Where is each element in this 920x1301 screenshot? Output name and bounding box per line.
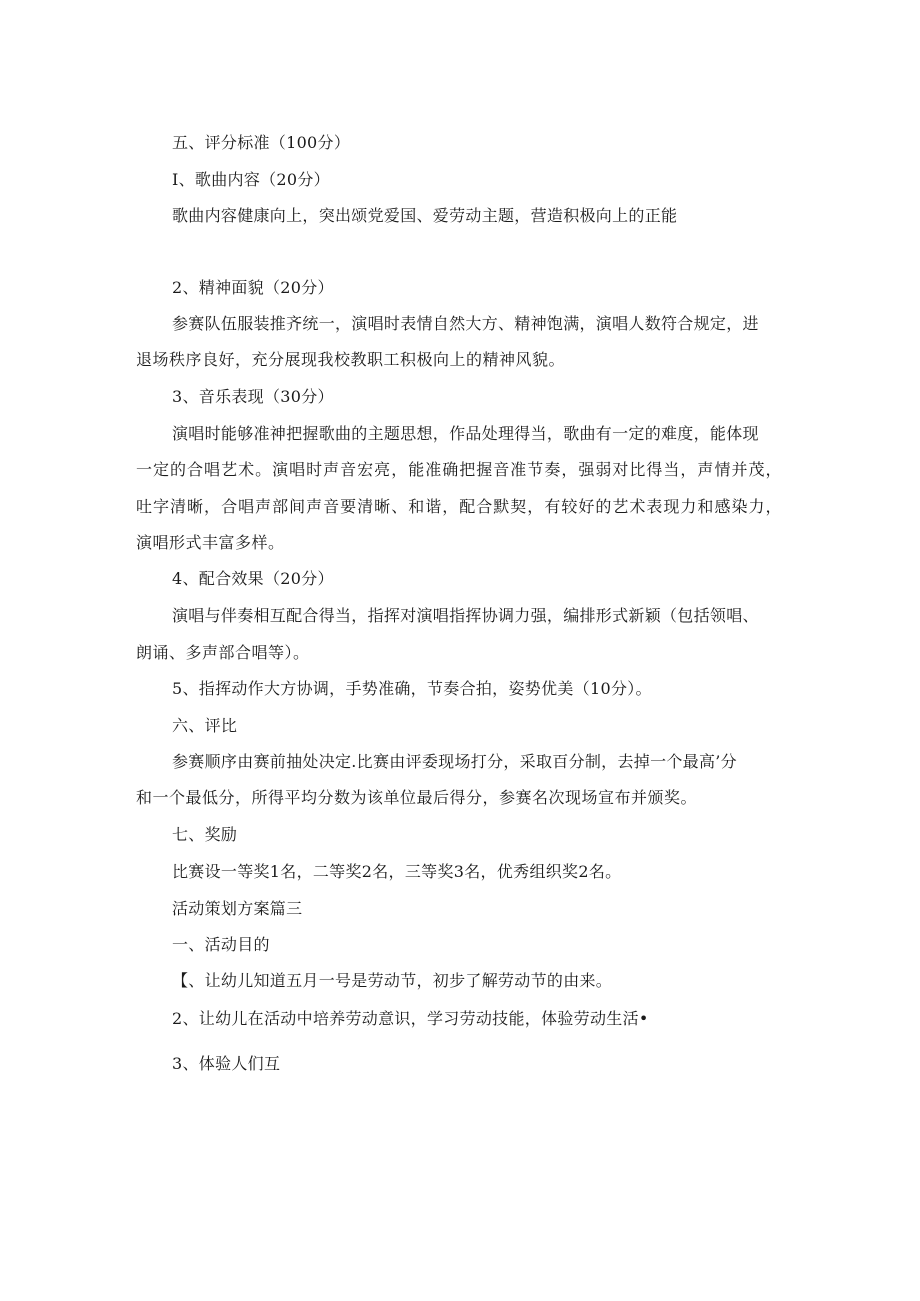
plan3-title: 活动策划方案篇三	[172, 899, 303, 918]
item3-line-3: 吐字清晰，合唱声部间声音要清晰、和谐，配合默契，有较好的艺术表现力和感染力，	[136, 497, 782, 516]
item1-text: 歌曲内容健康向上，突出颂党爱国、爱劳动主题，营造积极向上的正能	[172, 206, 678, 225]
item3-line-1: 演唱时能够准神把握歌曲的主题思想，作品处理得当，歌曲有一定的难度，能体现	[172, 424, 759, 443]
goal-heading: 一、活动目的	[172, 935, 270, 954]
item1-title: I、歌曲内容（20分）	[172, 170, 330, 189]
item5-text: 5、指挥动作大方协调，手势准确，节奏合拍，姿势优美（10分）。	[172, 679, 652, 698]
section6-heading: 六、评比	[172, 716, 238, 735]
section6-line-2: 和一个最低分，所得平均分数为该单位最后得分，参赛名次现场宣布并颁奖。	[136, 788, 698, 807]
item4-line-1: 演唱与伴奏相互配合得当，指挥对演唱指挥协调力强，编排形式新颖（包括领唱、	[172, 606, 759, 625]
section7-text: 比赛设一等奖1名，二等奖2名，三等奖3名，优秀组织奖2名。	[172, 862, 622, 881]
goal-1: 【、让幼儿知道五月一号是劳动节，初步了解劳动节的由来。	[172, 971, 613, 990]
goal-2: 2、让幼儿在活动中培养劳动意识，学习劳动技能，体验劳动生活•	[172, 1009, 649, 1028]
item2-title: 2、精神面貌（20分）	[172, 278, 334, 297]
item4-title: 4、配合效果（20分）	[172, 569, 334, 588]
item3-line-4: 演唱形式丰富多样。	[136, 533, 285, 552]
section7-heading: 七、奖励	[172, 825, 238, 844]
item3-title: 3、音乐表现（30分）	[172, 387, 334, 406]
item2-line-2: 退场秩序良好，充分展现我校教职工积极向上的精神风貌。	[136, 350, 566, 369]
item2-line-1: 参赛队伍服装推齐统一，演唱时表情自然大方、精神饱满，演唱人数符合规定，进	[172, 314, 759, 333]
goal-3: 3、体验人们互	[172, 1054, 281, 1073]
item4-line-2: 朗诵、多声部合唱等）。	[136, 643, 310, 662]
section5-heading: 五、评分标准（100分）	[172, 133, 351, 152]
section6-line-1: 参赛顺序由赛前抽处决定.比赛由评委现场打分，采取百分制，去掉一个最高’分	[172, 752, 737, 771]
item3-line-2: 一定的合唱艺术。演唱时声音宏亮，能准确把握音准节奏，强弱对比得当，声情并茂，	[136, 460, 782, 479]
